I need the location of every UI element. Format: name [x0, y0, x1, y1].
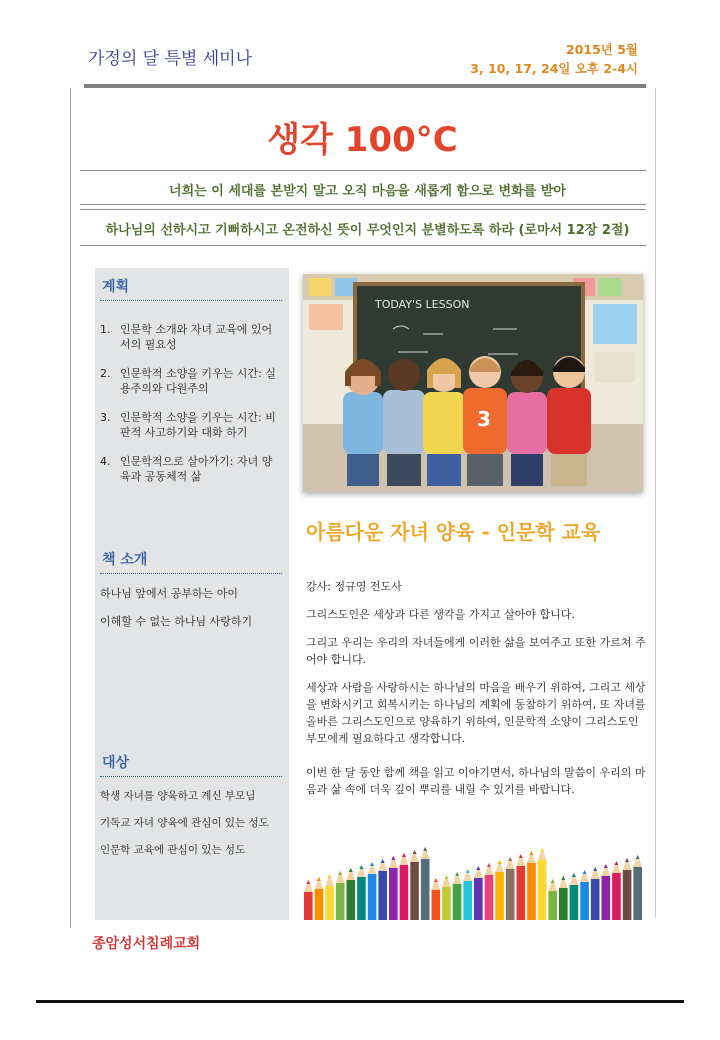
audience-heading: 대상: [102, 755, 130, 771]
plan-item-text: 인문학적으로 살아가기: 자녀 양육과 공동체적 삶: [120, 455, 273, 483]
pencil: [400, 853, 409, 920]
pencil: [548, 879, 557, 920]
pencil: [463, 869, 472, 920]
verse-rule-top: [80, 170, 646, 171]
verse-line-1: 너희는 이 세대를 본받지 말고 오직 마음을 새롭게 함으로 변화를 받아: [169, 184, 566, 199]
plan-item-number: 3.: [100, 411, 111, 424]
child-2: [383, 359, 425, 486]
classroom-illustration: [303, 274, 643, 492]
pencil: [474, 866, 483, 920]
audience-item: 기독교 자녀 양육에 관심이 있는 성도: [100, 817, 269, 829]
pencil: [580, 870, 589, 920]
pencil: [336, 871, 345, 920]
paragraph-2: 그리고 우리는 우리의 자녀들에게 이러한 삶을 보여주고 또한 가르쳐 주어야 합니다.: [306, 636, 646, 666]
bottom-divider: [36, 1000, 684, 1003]
books-heading-rule: [100, 573, 282, 574]
verse-rule-mid1: [80, 204, 646, 205]
plan-item-number: 4.: [100, 455, 111, 468]
pencil: [602, 864, 611, 920]
seminar-date: [470, 40, 638, 78]
pencil: [432, 878, 441, 920]
pencil: [506, 857, 515, 920]
plan-item-number: 2.: [100, 367, 111, 380]
pencil: [378, 859, 387, 920]
verse-rule-mid2: [80, 209, 646, 210]
pencil: [410, 850, 419, 920]
paragraph-4: 이번 한 달 동안 함께 책을 읽고 이야기면서, 하나님의 말씀이 우리의 마음과 삶 속에 더욱 깊이 뿌리를 내릴 수 있기를 바랍니다.: [306, 766, 646, 796]
pencil: [559, 876, 568, 920]
pencil: [591, 867, 600, 920]
plan-item: [100, 322, 280, 352]
board-text: TODAY'S LESSON: [375, 298, 470, 311]
audience-item: 학생 자녀를 양육하고 계신 부모님: [100, 790, 256, 802]
child-5: [507, 360, 547, 486]
pencil: [368, 862, 377, 920]
pencil: [453, 872, 462, 920]
date-month: 2015년 5월: [566, 42, 638, 57]
paragraph-1: 그리스도인은 세상과 다른 생각을 가지고 살아야 합니다.: [306, 608, 575, 621]
colored-pencils-image: [303, 836, 643, 920]
book-item: 하나님 앞에서 공부하는 아이: [100, 587, 239, 600]
headline: 생각 100°C: [267, 120, 458, 160]
plan-item: [100, 454, 280, 484]
plan-item-text: 인문학적 소양을 키우는 시간: 비판적 사고하기와 대화 하기: [120, 411, 276, 439]
child-6: [547, 356, 591, 486]
plan-heading-rule: [100, 300, 282, 301]
seminar-title: 가정의 달 특별 세미나: [88, 49, 253, 69]
church-name: 종암성서침례교회: [92, 936, 201, 952]
section-subtitle: 아름다운 자녀 양육 - 인문학 교육: [306, 520, 601, 544]
pencil: [421, 847, 430, 920]
pencil: [347, 868, 356, 920]
date-sessions: 3, 10, 17, 24일 오후 2-4시: [470, 61, 638, 76]
plan-item: [100, 410, 280, 440]
pencil: [315, 877, 324, 920]
speaker: 강사: 정규영 전도사: [306, 580, 402, 593]
plan-item-text: 인문학적 소양을 키우는 시간: 실용주의와 다원주의: [120, 367, 276, 395]
child-1: [343, 359, 383, 486]
svg-text:3: 3: [477, 407, 491, 431]
pencil: [442, 875, 451, 920]
top-divider: [84, 84, 646, 88]
frame-left-line: [70, 88, 71, 928]
children-classroom-photo: [303, 274, 643, 492]
child-4: [463, 356, 507, 486]
pencil: [623, 858, 632, 920]
plan-item-text: 인문학 소개와 자녀 교육에 있어서의 필요성: [120, 323, 273, 351]
book-item: 이해할 수 없는 하나님 사랑하기: [100, 615, 253, 628]
audience-heading-rule: [100, 776, 282, 777]
plan-item-number: 1.: [100, 323, 111, 336]
verse-rule-bottom: [80, 245, 646, 246]
pencil: [612, 861, 621, 920]
frame-right-line: [655, 88, 656, 918]
pencil: [485, 863, 494, 920]
books-heading: 책 소개: [102, 552, 148, 568]
verse-line-2: 하나님의 선하시고 기뻐하시고 온전하신 뜻이 무엇인지 분별하도록 하라 (로마서 12장 2절): [105, 223, 630, 238]
pencil: [357, 865, 366, 920]
child-3: [423, 358, 465, 486]
pencil: [517, 854, 526, 920]
pencil: [527, 851, 536, 920]
pencil: [325, 874, 334, 920]
plan-heading: 계획: [102, 279, 130, 295]
paragraph-3: 세상과 사람을 사랑하시는 하나님의 마음을 배우기 위하여, 그리고 세상을 변화시키고 회복시키는 하나님의 계획에 동참하기 위하여, 또 자녀를 올바른 그리스도인으로 양육하기 위하여, 인문학적 소양이 그리스도인 부모에게 필요하다고 생각합니다.: [306, 681, 646, 745]
pencil: [304, 880, 313, 920]
audience-item: 인문학 교육에 관심이 있는 성도: [100, 844, 246, 856]
pencil: [495, 860, 504, 920]
plan-list: [100, 322, 280, 498]
plan-item: [100, 366, 280, 396]
pencil: [633, 855, 642, 920]
pencil: [389, 856, 398, 920]
pencil: [570, 873, 579, 920]
pencil: [538, 848, 547, 920]
